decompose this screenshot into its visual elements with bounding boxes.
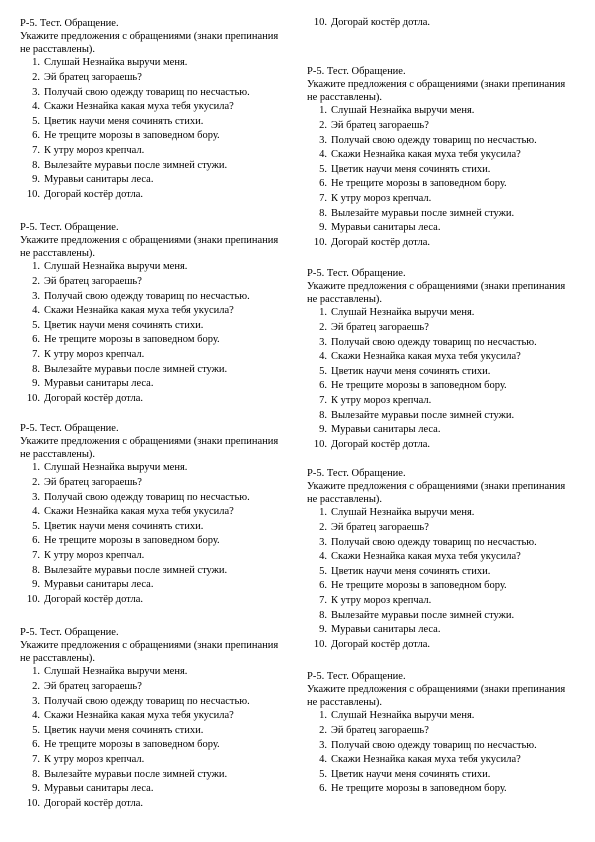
item-number: 9. bbox=[32, 174, 40, 186]
test-title: Р-5. Тест. Обращение. bbox=[20, 18, 119, 29]
test-block bbox=[20, 627, 300, 811]
item-number: 8. bbox=[319, 207, 327, 219]
item-number: 8. bbox=[32, 363, 40, 375]
item-number: 1. bbox=[319, 507, 327, 519]
item-text: Цветик научи меня сочинять стихи. bbox=[44, 319, 204, 331]
item-text: Цветик научи меня сочинять стихи. bbox=[331, 365, 491, 377]
test-title: Р-5. Тест. Обращение. bbox=[20, 423, 119, 434]
list-item bbox=[307, 550, 589, 565]
item-text: Не трещите морозы в заповедном бору. bbox=[331, 783, 507, 795]
item-text: Муравьи санитары леса. bbox=[44, 378, 154, 390]
item-number: 8. bbox=[32, 768, 40, 780]
item-number: 1. bbox=[319, 105, 327, 117]
item-text: Догорай костёр дотла. bbox=[44, 593, 144, 605]
sentence-list bbox=[307, 506, 589, 652]
test-title: Р-5. Тест. Обращение. bbox=[307, 66, 406, 77]
item-text: Не трещите морозы в заповедном бору. bbox=[331, 580, 507, 592]
list-item bbox=[307, 739, 589, 754]
test-title: Р-5. Тест. Обращение. bbox=[307, 468, 406, 479]
list-item bbox=[307, 306, 589, 321]
item-number: 10. bbox=[313, 17, 327, 28]
item-number: 7. bbox=[319, 394, 327, 406]
test-title: Р-5. Тест. Обращение. bbox=[20, 222, 119, 233]
item-number: 10. bbox=[26, 593, 40, 605]
list-item bbox=[307, 336, 589, 351]
list-item bbox=[307, 350, 589, 365]
item-text: Цветик научи меня сочинять стихи. bbox=[44, 724, 204, 736]
item-text: Эй братец загораешь? bbox=[44, 476, 142, 488]
test-title: Р-5. Тест. Обращение. bbox=[20, 627, 119, 638]
list-item bbox=[20, 724, 300, 739]
item-text: Скажи Незнайка какая муха тебя укусила? bbox=[44, 101, 234, 113]
item-text: Муравьи санитары леса. bbox=[331, 424, 441, 436]
sentence-list bbox=[20, 461, 300, 607]
list-item bbox=[20, 159, 300, 174]
list-item bbox=[20, 173, 300, 188]
list-item bbox=[20, 115, 300, 130]
item-text: Вылезайте муравьи после зимней стужи. bbox=[44, 768, 228, 780]
item-number: 1. bbox=[32, 666, 40, 678]
test-block bbox=[307, 268, 589, 452]
list-item bbox=[307, 753, 589, 768]
item-text: Догорай костёр дотла. bbox=[44, 392, 144, 404]
sentence-list bbox=[307, 104, 589, 250]
list-item bbox=[20, 333, 300, 348]
list-item bbox=[20, 709, 300, 724]
list-item bbox=[307, 565, 589, 580]
item-text: К утру мороз крепчал. bbox=[44, 144, 145, 156]
item-text: Скажи Незнайка какая муха тебя укусила? bbox=[44, 710, 234, 722]
item-text: Цветик научи меня сочинять стихи. bbox=[44, 520, 204, 532]
item-text: Муравьи санитары леса. bbox=[44, 579, 154, 591]
item-number: 9. bbox=[319, 222, 327, 234]
item-number: 6. bbox=[32, 130, 40, 142]
item-number: 6. bbox=[319, 580, 327, 592]
item-number: 7. bbox=[319, 192, 327, 204]
test-block bbox=[20, 222, 300, 406]
item-number: 1. bbox=[319, 710, 327, 722]
item-text: Эй братец загораешь? bbox=[44, 71, 142, 83]
item-number: 2. bbox=[319, 724, 327, 736]
item-text: К утру мороз крепчал. bbox=[44, 753, 145, 765]
item-number: 1. bbox=[32, 462, 40, 474]
test-instruction: Укажите предложения с обращениями (знаки препинания не расставлены). bbox=[20, 639, 279, 664]
item-number: 9. bbox=[32, 378, 40, 390]
carry-over-item bbox=[307, 16, 430, 31]
item-text: Муравьи санитары леса. bbox=[44, 783, 154, 795]
item-text: Эй братец загораешь? bbox=[44, 275, 142, 287]
test-block bbox=[20, 18, 300, 202]
list-item bbox=[307, 148, 589, 163]
list-item bbox=[20, 738, 300, 753]
item-number: 8. bbox=[319, 609, 327, 621]
list-item bbox=[20, 392, 300, 407]
item-number: 10. bbox=[313, 438, 327, 450]
item-number: 3. bbox=[32, 86, 40, 98]
item-text: Скажи Незнайка какая муха тебя укусила? bbox=[331, 551, 521, 563]
list-item bbox=[307, 236, 589, 251]
list-item bbox=[307, 104, 589, 119]
item-number: 2. bbox=[319, 119, 327, 131]
list-item bbox=[20, 129, 300, 144]
sentence-list bbox=[20, 56, 300, 202]
item-text: Получай свою одежду товарищ по несчастью. bbox=[44, 290, 250, 302]
list-item bbox=[20, 797, 300, 812]
item-number: 6. bbox=[32, 535, 40, 547]
item-number: 4. bbox=[319, 754, 327, 766]
item-text: Муравьи санитары леса. bbox=[331, 624, 441, 636]
item-text: Вылезайте муравьи после зимней стужи. bbox=[44, 363, 228, 375]
item-text: Получай свою одежду товарищ по несчастью. bbox=[331, 336, 537, 348]
list-item bbox=[307, 394, 589, 409]
item-number: 9. bbox=[319, 624, 327, 636]
list-item bbox=[307, 423, 589, 438]
item-number: 2. bbox=[32, 275, 40, 287]
item-text: Эй братец загораешь? bbox=[44, 680, 142, 692]
list-item bbox=[307, 379, 589, 394]
item-text: Эй братец загораешь? bbox=[331, 119, 429, 131]
item-number: 6. bbox=[32, 334, 40, 346]
list-item bbox=[20, 71, 300, 86]
item-text: Слушай Незнайка выручи меня. bbox=[331, 307, 475, 319]
list-item bbox=[307, 623, 589, 638]
list-item bbox=[20, 188, 300, 203]
item-text: Вылезайте муравьи после зимней стужи. bbox=[44, 564, 228, 576]
item-number: 5. bbox=[319, 163, 327, 175]
item-text: Слушай Незнайка выручи меня. bbox=[331, 105, 475, 117]
item-text: Скажи Незнайка какая муха тебя укусила? bbox=[331, 149, 521, 161]
item-number: 7. bbox=[319, 594, 327, 606]
item-text: Не трещите морозы в заповедном бору. bbox=[331, 380, 507, 392]
list-item bbox=[307, 536, 589, 551]
item-text: Догорай костёр дотла. bbox=[331, 438, 431, 450]
item-number: 8. bbox=[32, 159, 40, 171]
list-item bbox=[20, 461, 300, 476]
list-item bbox=[307, 192, 589, 207]
list-item bbox=[20, 578, 300, 593]
item-number: 1. bbox=[319, 307, 327, 319]
sentence-list bbox=[20, 665, 300, 811]
test-block bbox=[20, 423, 300, 607]
list-item bbox=[307, 724, 589, 739]
item-text: Догорай костёр дотла. bbox=[331, 17, 431, 28]
test-block bbox=[307, 671, 589, 797]
item-text: Вылезайте муравьи после зимней стужи. bbox=[44, 159, 228, 171]
item-number: 2. bbox=[32, 680, 40, 692]
item-number: 7. bbox=[32, 144, 40, 156]
list-item bbox=[20, 534, 300, 549]
list-item bbox=[307, 207, 589, 222]
item-number: 4. bbox=[32, 710, 40, 722]
list-item bbox=[20, 304, 300, 319]
item-number: 4. bbox=[319, 149, 327, 161]
item-text: Вылезайте муравьи после зимней стужи. bbox=[331, 207, 515, 219]
sentence-list bbox=[307, 709, 589, 797]
list-item bbox=[20, 476, 300, 491]
item-number: 4. bbox=[32, 101, 40, 113]
item-text: Муравьи санитары леса. bbox=[44, 174, 154, 186]
item-number: 3. bbox=[319, 134, 327, 146]
list-item bbox=[20, 363, 300, 378]
test-title: Р-5. Тест. Обращение. bbox=[307, 671, 406, 682]
item-number: 7. bbox=[32, 753, 40, 765]
list-item bbox=[307, 134, 589, 149]
item-number: 9. bbox=[32, 579, 40, 591]
list-item bbox=[307, 365, 589, 380]
list-item bbox=[20, 290, 300, 305]
item-number: 10. bbox=[26, 188, 40, 200]
item-text: Не трещите морозы в заповедном бору. bbox=[331, 178, 507, 190]
item-number: 7. bbox=[32, 348, 40, 360]
item-text: Не трещите морозы в заповедном бору. bbox=[44, 334, 220, 346]
item-text: Цветик научи меня сочинять стихи. bbox=[331, 565, 491, 577]
list-item bbox=[20, 680, 300, 695]
test-instruction: Укажите предложения с обращениями (знаки препинания не расставлены). bbox=[307, 280, 566, 305]
item-number: 6. bbox=[32, 739, 40, 751]
item-text: Цветик научи меня сочинять стихи. bbox=[44, 115, 204, 127]
item-number: 1. bbox=[32, 261, 40, 273]
item-number: 5. bbox=[319, 768, 327, 780]
item-text: Муравьи санитары леса. bbox=[331, 222, 441, 234]
item-number: 8. bbox=[319, 409, 327, 421]
item-number: 2. bbox=[32, 476, 40, 488]
list-item bbox=[20, 348, 300, 363]
item-text: Получай свою одежду товарищ по несчастью. bbox=[331, 134, 537, 146]
item-number: 6. bbox=[319, 783, 327, 795]
item-number: 10. bbox=[313, 236, 327, 248]
list-item bbox=[20, 144, 300, 159]
item-text: Эй братец загораешь? bbox=[331, 724, 429, 736]
item-text: Не трещите морозы в заповедном бору. bbox=[44, 739, 220, 751]
item-number: 8. bbox=[32, 564, 40, 576]
item-text: К утру мороз крепчал. bbox=[331, 394, 432, 406]
item-text: Слушай Незнайка выручи меня. bbox=[44, 666, 188, 678]
item-number: 4. bbox=[32, 305, 40, 317]
item-text: Цветик научи меня сочинять стихи. bbox=[331, 768, 491, 780]
item-text: Слушай Незнайка выручи меня. bbox=[44, 462, 188, 474]
item-text: Слушай Незнайка выручи меня. bbox=[44, 261, 188, 273]
item-text: К утру мороз крепчал. bbox=[331, 594, 432, 606]
test-title: Р-5. Тест. Обращение. bbox=[307, 268, 406, 279]
list-item bbox=[20, 275, 300, 290]
item-number: 5. bbox=[319, 365, 327, 377]
item-text: Эй братец загораешь? bbox=[331, 321, 429, 333]
item-number: 3. bbox=[32, 695, 40, 707]
list-item bbox=[307, 177, 589, 192]
list-item bbox=[307, 594, 589, 609]
list-item bbox=[20, 564, 300, 579]
item-text: Вылезайте муравьи после зимней стужи. bbox=[331, 609, 515, 621]
item-text: Слушай Незнайка выручи меня. bbox=[44, 57, 188, 69]
list-item bbox=[20, 86, 300, 101]
item-text: Скажи Незнайка какая муха тебя укусила? bbox=[44, 305, 234, 317]
item-number: 4. bbox=[32, 506, 40, 518]
item-text: К утру мороз крепчал. bbox=[44, 348, 145, 360]
item-text: Получай свою одежду товарищ по несчастью. bbox=[44, 491, 250, 503]
list-item bbox=[20, 377, 300, 392]
list-item bbox=[307, 609, 589, 624]
item-number: 3. bbox=[32, 491, 40, 503]
item-text: Скажи Незнайка какая муха тебя укусила? bbox=[44, 506, 234, 518]
item-text: Эй братец загораешь? bbox=[331, 521, 429, 533]
list-item bbox=[20, 491, 300, 506]
test-block bbox=[307, 66, 589, 250]
item-number: 5. bbox=[32, 319, 40, 331]
item-text: Слушай Незнайка выручи меня. bbox=[331, 507, 475, 519]
test-instruction: Укажите предложения с обращениями (знаки препинания не расставлены). bbox=[307, 78, 566, 103]
item-text: Получай свою одежду товарищ по несчастью. bbox=[44, 86, 250, 98]
list-item bbox=[307, 768, 589, 783]
test-instruction: Укажите предложения с обращениями (знаки препинания не расставлены). bbox=[20, 30, 279, 55]
item-number: 3. bbox=[319, 336, 327, 348]
item-text: Цветик научи меня сочинять стихи. bbox=[331, 163, 491, 175]
list-item bbox=[307, 438, 589, 453]
item-number: 9. bbox=[319, 424, 327, 436]
sentence-list bbox=[20, 260, 300, 406]
item-text: Догорай костёр дотла. bbox=[331, 638, 431, 650]
item-number: 10. bbox=[26, 392, 40, 404]
item-text: Не трещите морозы в заповедном бору. bbox=[44, 535, 220, 547]
item-text: Получай свою одежду товарищ по несчастью. bbox=[44, 695, 250, 707]
item-number: 5. bbox=[32, 115, 40, 127]
list-item bbox=[307, 521, 589, 536]
test-block bbox=[307, 468, 589, 652]
list-item bbox=[307, 321, 589, 336]
item-number: 3. bbox=[319, 536, 327, 548]
item-number: 6. bbox=[319, 380, 327, 392]
item-number: 5. bbox=[319, 565, 327, 577]
list-item bbox=[20, 100, 300, 115]
test-instruction: Укажите предложения с обращениями (знаки препинания не расставлены). bbox=[20, 435, 279, 460]
item-number: 2. bbox=[319, 321, 327, 333]
list-item bbox=[307, 163, 589, 178]
item-number: 5. bbox=[32, 520, 40, 532]
list-item bbox=[20, 319, 300, 334]
item-number: 3. bbox=[319, 739, 327, 751]
item-number: 3. bbox=[32, 290, 40, 302]
list-item bbox=[20, 753, 300, 768]
item-number: 7. bbox=[32, 549, 40, 561]
list-item bbox=[20, 593, 300, 608]
item-number: 4. bbox=[319, 351, 327, 363]
list-item bbox=[20, 695, 300, 710]
item-number: 6. bbox=[319, 178, 327, 190]
list-item bbox=[20, 56, 300, 71]
list-item bbox=[307, 506, 589, 521]
list-item bbox=[307, 782, 589, 797]
item-text: К утру мороз крепчал. bbox=[331, 192, 432, 204]
item-text: Скажи Незнайка какая муха тебя укусила? bbox=[331, 351, 521, 363]
list-item bbox=[307, 409, 589, 424]
item-text: Догорай костёр дотла. bbox=[331, 236, 431, 248]
list-item bbox=[20, 782, 300, 797]
item-number: 1. bbox=[32, 57, 40, 69]
list-item bbox=[20, 505, 300, 520]
list-item bbox=[307, 709, 589, 724]
item-text: Не трещите морозы в заповедном бору. bbox=[44, 130, 220, 142]
list-item bbox=[307, 221, 589, 236]
list-item bbox=[307, 119, 589, 134]
item-number: 4. bbox=[319, 551, 327, 563]
list-item bbox=[20, 665, 300, 680]
item-text: Получай свою одежду товарищ по несчастью. bbox=[331, 739, 537, 751]
list-item bbox=[307, 579, 589, 594]
item-number: 2. bbox=[32, 71, 40, 83]
test-instruction: Укажите предложения с обращениями (знаки препинания не расставлены). bbox=[307, 480, 566, 505]
test-instruction: Укажите предложения с обращениями (знаки препинания не расставлены). bbox=[20, 234, 279, 259]
list-item bbox=[20, 549, 300, 564]
item-text: К утру мороз крепчал. bbox=[44, 549, 145, 561]
item-text: Слушай Незнайка выручи меня. bbox=[331, 710, 475, 722]
item-text: Получай свою одежду товарищ по несчастью. bbox=[331, 536, 537, 548]
item-number: 5. bbox=[32, 724, 40, 736]
list-item bbox=[20, 260, 300, 275]
item-number: 10. bbox=[313, 638, 327, 650]
test-instruction: Укажите предложения с обращениями (знаки препинания не расставлены). bbox=[307, 683, 566, 708]
sentence-list bbox=[307, 306, 589, 452]
list-item bbox=[307, 638, 589, 653]
item-number: 10. bbox=[26, 797, 40, 809]
item-number: 2. bbox=[319, 521, 327, 533]
item-text: Догорай костёр дотла. bbox=[44, 188, 144, 200]
item-number: 9. bbox=[32, 783, 40, 795]
list-item bbox=[20, 768, 300, 783]
item-text: Вылезайте муравьи после зимней стужи. bbox=[331, 409, 515, 421]
item-text: Догорай костёр дотла. bbox=[44, 797, 144, 809]
list-item bbox=[20, 520, 300, 535]
item-text: Скажи Незнайка какая муха тебя укусила? bbox=[331, 754, 521, 766]
